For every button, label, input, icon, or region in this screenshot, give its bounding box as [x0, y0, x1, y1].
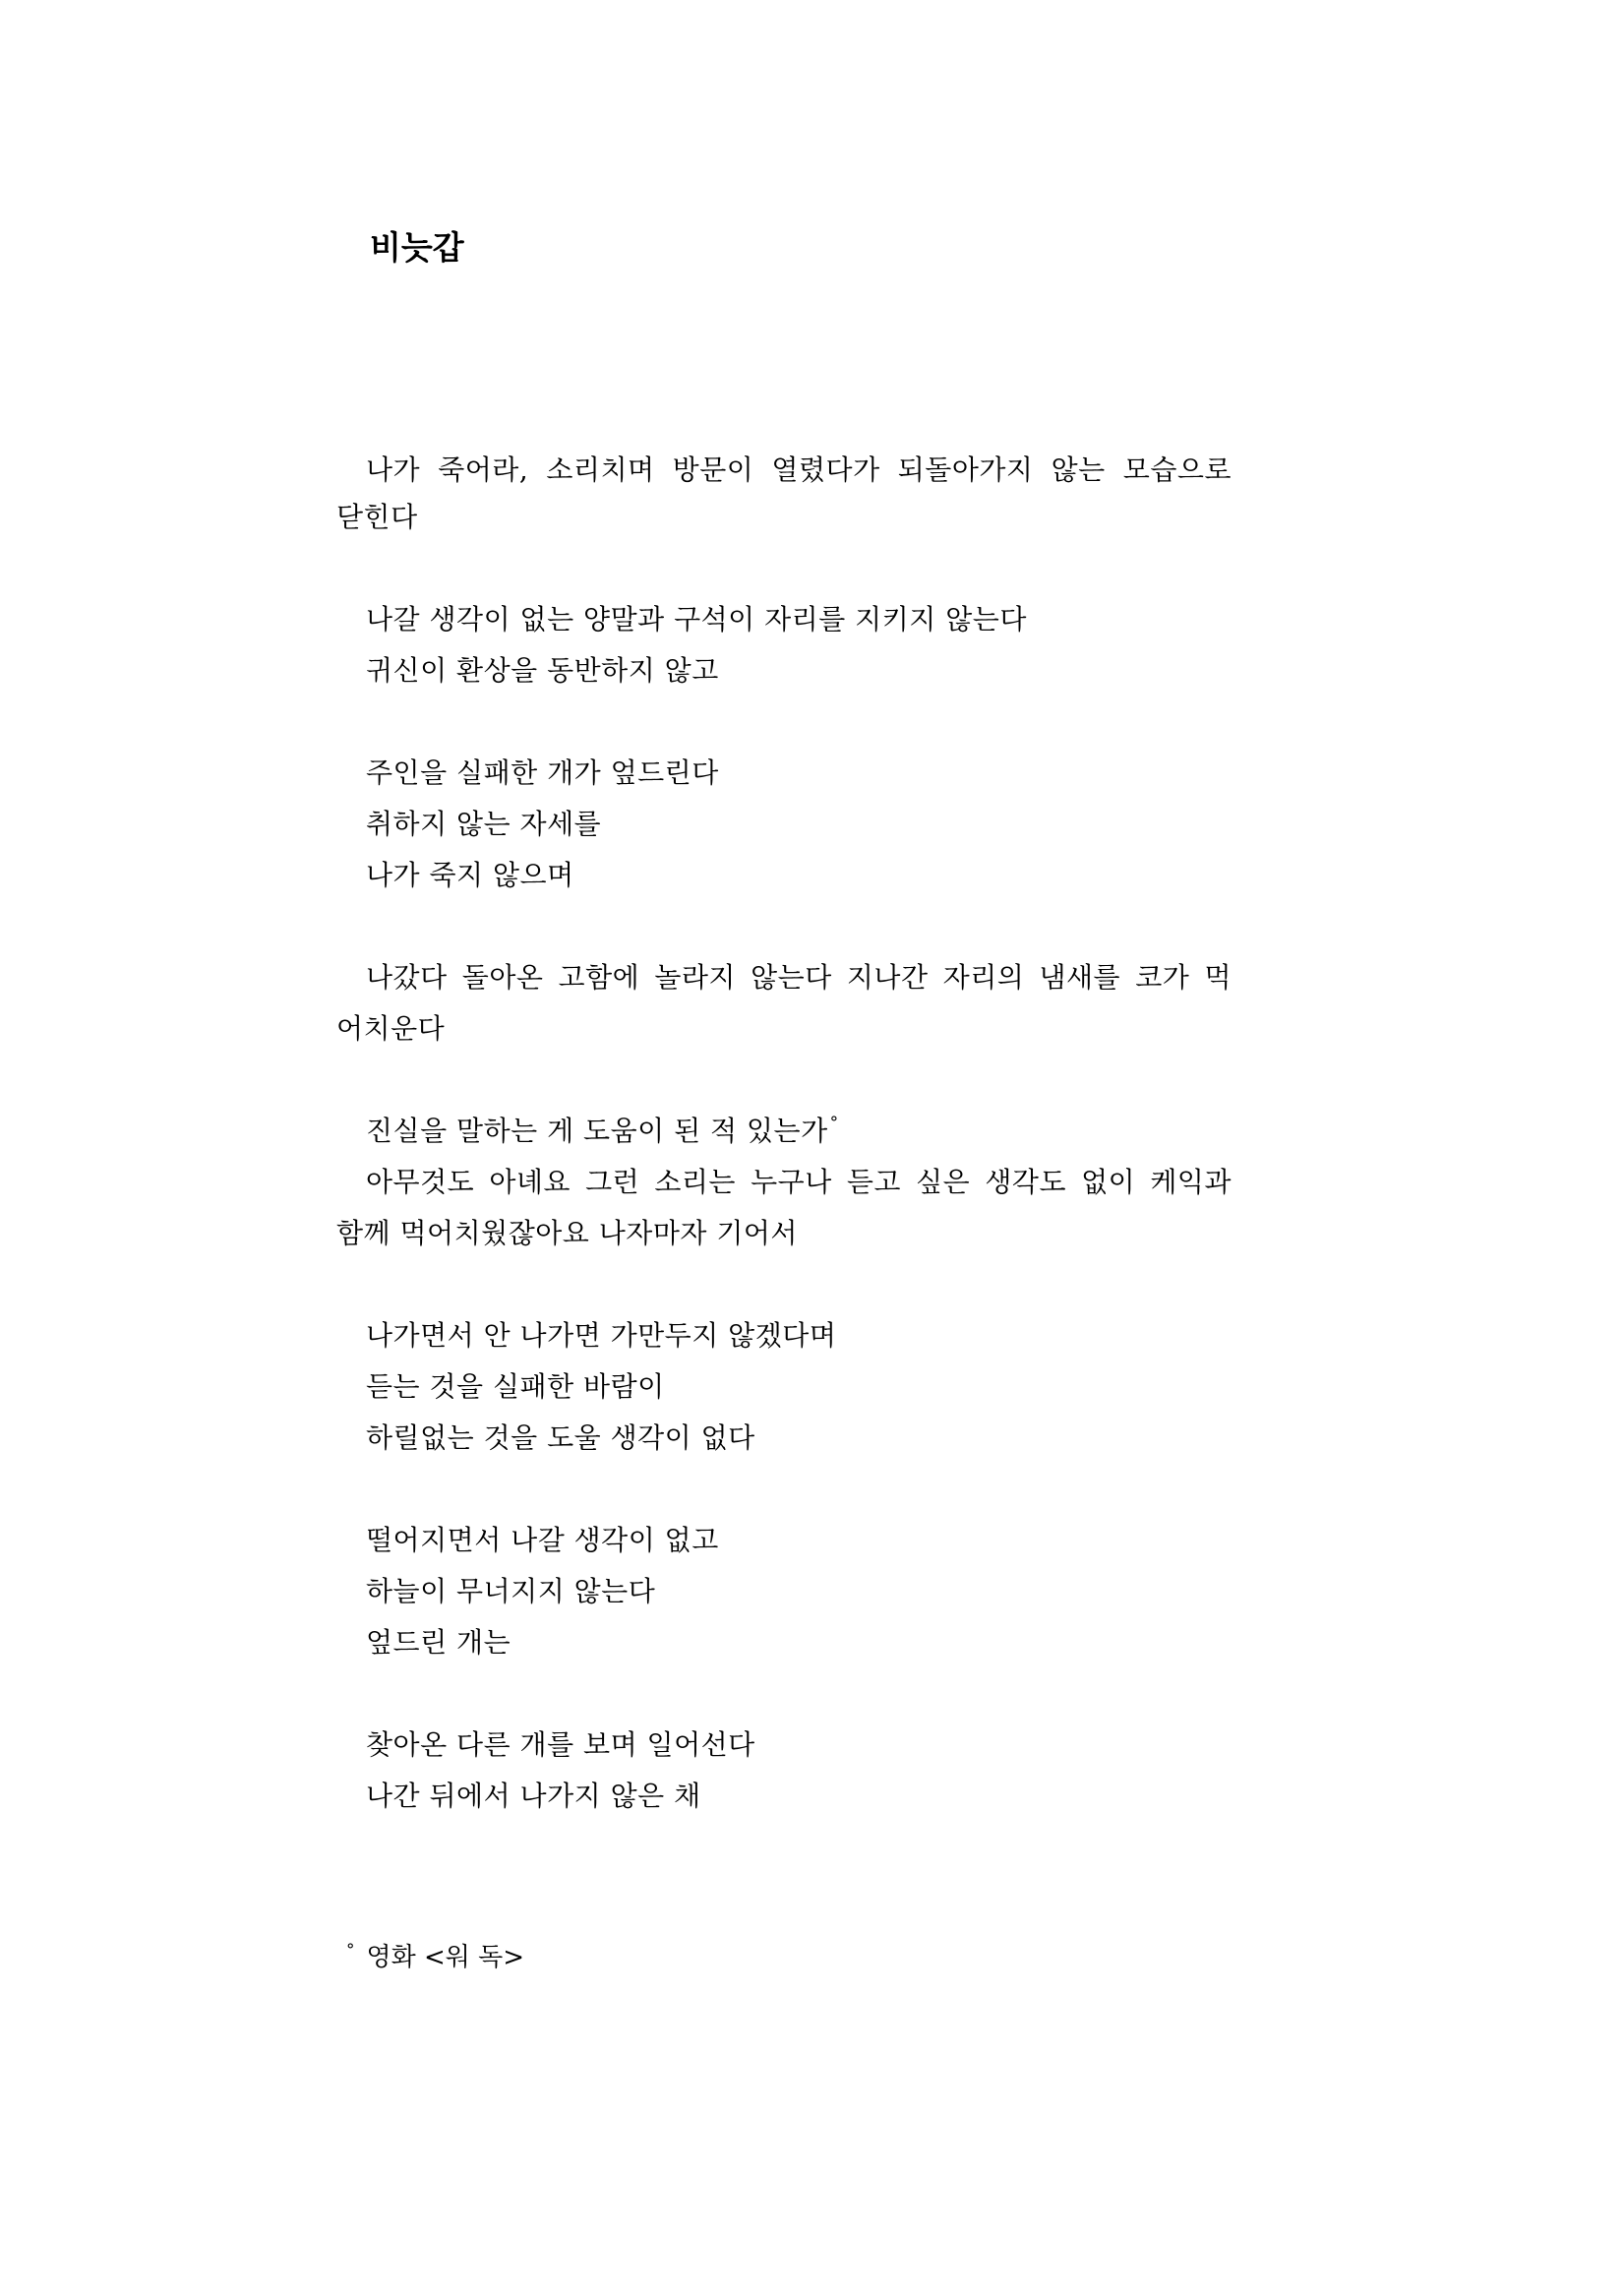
- poem-line: 진실을 말하는 게 도움이 된 적 있는가 °: [366, 1114, 839, 1147]
- footnote-marker: °: [829, 1114, 839, 1133]
- poem-line: 나가 죽지 않으며: [366, 859, 574, 891]
- poem-line: 나간 뒤에서 나가지 않은 채: [366, 1780, 701, 1812]
- poem-line: 귀신이 환상을 동반하지 않고: [366, 654, 719, 687]
- footnote: [346, 1940, 524, 1978]
- footnote-symbol: °: [346, 1941, 355, 1961]
- poem-line: 떨어지면서 나갈 생각이 없고: [366, 1524, 719, 1556]
- poem-line: 주인을 실패한 개가 엎드린다: [366, 756, 719, 789]
- poem-line: 나가 죽어라, 소리치며 방문이 열렸다가 되돌아가지 않는 모습으로: [366, 453, 1232, 486]
- poem-line: 취하지 않는 자세를: [366, 808, 602, 840]
- poem-line: 하늘이 무너지지 않는다: [366, 1575, 656, 1607]
- poem-line: 나갔다 돌아온 고함에 놀라지 않는다 지나간 자리의 냄새를 코가 먹: [366, 961, 1232, 994]
- poem-line: 찾아온 다른 개를 보며 일어선다: [366, 1728, 755, 1761]
- poem-line: 아무것도 아녜요 그런 소리는 누구나 듣고 싶은 생각도 없이 케익과: [366, 1166, 1232, 1198]
- poem-title: 비늣갑: [370, 228, 464, 267]
- poem-line: 나갈 생각이 없는 양말과 구석이 자리를 지키지 않는다: [366, 603, 1027, 635]
- poem-line: 함께 먹어치웠잖아요 나자마자 기어서: [336, 1217, 798, 1249]
- poem-line: 닫힌다: [336, 501, 418, 533]
- poem-line: 하릴없는 것을 도울 생각이 없다: [366, 1421, 755, 1454]
- poem-line: 듣는 것을 실패한 바람이: [366, 1370, 665, 1403]
- poem-line: 나가면서 안 나가면 가만두지 않겠다며: [366, 1319, 837, 1352]
- poem-line: 어치운다: [336, 1012, 446, 1045]
- poem-line: 엎드린 개는: [366, 1626, 511, 1659]
- footnote-text: 영화 <워 독>: [366, 1943, 525, 1972]
